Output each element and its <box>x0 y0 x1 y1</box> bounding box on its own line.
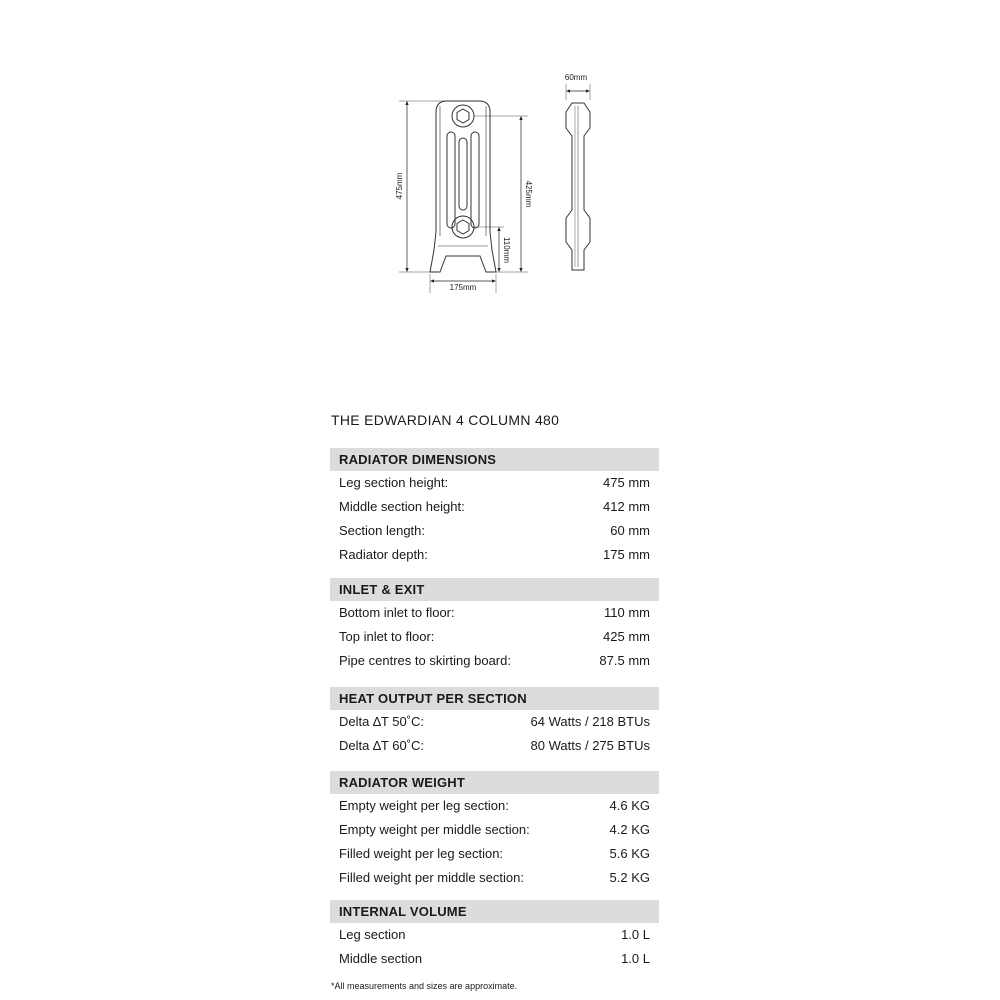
row-label: Top inlet to floor: <box>339 629 435 644</box>
row-value: 425 mm <box>603 629 650 644</box>
height-dimension-label: 475mm <box>395 172 404 200</box>
row-value: 80 Watts / 275 BTUs <box>530 738 650 753</box>
row-value: 60 mm <box>610 523 650 538</box>
spec-row <box>330 601 659 625</box>
spec-row <box>330 818 659 842</box>
row-label: Radiator depth: <box>339 547 428 562</box>
row-label: Section length: <box>339 523 426 538</box>
row-label: Middle section <box>339 951 423 966</box>
bottom-inlet-dimension-label: 110mm <box>502 236 511 264</box>
section-heading: INTERNAL VOLUME <box>330 900 659 923</box>
row-value: 1.0 L <box>621 951 650 966</box>
spec-row <box>330 519 659 543</box>
row-value: 475 mm <box>603 475 650 490</box>
row-label: Filled weight per leg section: <box>339 846 504 861</box>
row-label: Delta ∆T 60˚C: <box>339 738 425 753</box>
spec-row <box>330 649 659 673</box>
spec-row <box>330 710 659 734</box>
row-value: 5.6 KG <box>609 846 650 861</box>
footnote: *All measurements and sizes are approximate. <box>331 981 518 991</box>
row-value: 412 mm <box>603 499 650 514</box>
spec-row <box>330 734 659 758</box>
row-label: Bottom inlet to floor: <box>339 605 455 620</box>
product-title: THE EDWARDIAN 4 COLUMN 480 <box>331 412 560 428</box>
row-value: 1.0 L <box>621 927 650 942</box>
spec-row <box>330 471 659 495</box>
row-value: 175 mm <box>603 547 650 562</box>
section-heading: RADIATOR DIMENSIONS <box>330 448 659 471</box>
row-value: 5.2 KG <box>609 870 650 885</box>
row-label: Empty weight per middle section: <box>339 822 530 837</box>
section-heading: RADIATOR WEIGHT <box>330 771 659 794</box>
section-heading: INLET & EXIT <box>330 578 659 601</box>
spec-section-weight <box>330 771 659 890</box>
width-dimension-label: 175mm <box>449 283 477 292</box>
spec-row <box>330 923 659 947</box>
spec-row <box>330 625 659 649</box>
spec-row <box>330 543 659 567</box>
spec-section-inlet-exit <box>330 578 659 673</box>
top-inlet-dimension-label: 425mm <box>524 180 533 208</box>
row-value: 110 mm <box>604 605 650 620</box>
row-label: Empty weight per leg section: <box>339 798 509 813</box>
side-view <box>566 103 590 270</box>
spec-row <box>330 866 659 890</box>
spec-section-internal-volume <box>330 900 659 971</box>
row-value: 4.2 KG <box>609 822 650 837</box>
spec-row <box>330 495 659 519</box>
radiator-diagram <box>0 0 1000 300</box>
spec-row <box>330 947 659 971</box>
spec-section-dimensions <box>330 448 659 567</box>
spec-row <box>330 842 659 866</box>
row-label: Pipe centres to skirting board: <box>339 653 511 668</box>
row-label: Leg section height: <box>339 475 449 490</box>
depth-dimension-label: 60mm <box>564 73 588 82</box>
row-value: 64 Watts / 218 BTUs <box>530 714 650 729</box>
spec-section-heat-output <box>330 687 659 758</box>
row-label: Leg section <box>339 927 406 942</box>
row-label: Filled weight per middle section: <box>339 870 524 885</box>
front-view <box>430 101 496 272</box>
row-label: Delta ∆T 50˚C: <box>339 714 425 729</box>
section-heading: HEAT OUTPUT PER SECTION <box>330 687 659 710</box>
row-value: 87.5 mm <box>599 653 650 668</box>
row-label: Middle section height: <box>339 499 465 514</box>
spec-row <box>330 794 659 818</box>
row-value: 4.6 KG <box>609 798 650 813</box>
